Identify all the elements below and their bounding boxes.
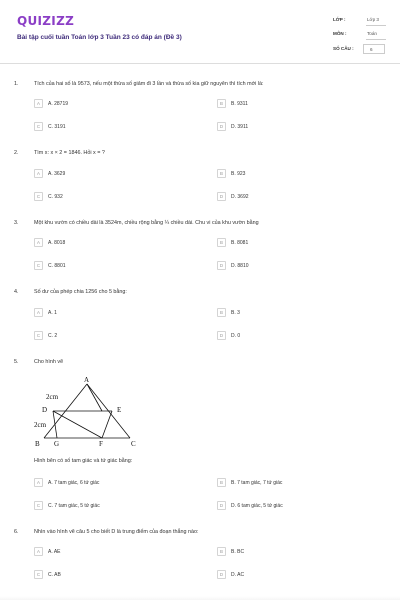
option-key: B: [217, 478, 226, 487]
option-text: A. 7 tam giác, 6 tứ giác: [48, 479, 100, 486]
option-key: C: [34, 331, 43, 340]
option-key: C: [34, 192, 43, 201]
option-d[interactable]: [217, 570, 367, 581]
question-text: Nhìn vào hình vẽ câu 5 cho biết D là trung điểm của đoạn thẳng nào:: [34, 529, 199, 535]
question-text: Tích của hai số là 9573, nếu một thừa số giảm đi 3 lần và thừa số kia giữ nguyên thì tích mới là:: [34, 81, 264, 87]
question-number: 1.: [14, 81, 19, 87]
triangle-figure: [32, 374, 142, 450]
option-key: C: [34, 501, 43, 510]
question-number: 5.: [14, 359, 19, 365]
option-text: B. 7 tam giác, 7 tứ giác: [231, 479, 283, 486]
option-text: A. 8018: [48, 239, 66, 246]
option-text: A. AE: [48, 548, 61, 555]
label-f: F: [99, 440, 103, 448]
header-divider: [0, 63, 400, 64]
label-b: B: [35, 440, 40, 448]
option-b[interactable]: [217, 238, 367, 249]
option-a[interactable]: [34, 169, 184, 180]
option-a[interactable]: [34, 99, 184, 110]
option-key: B: [217, 547, 226, 556]
option-text: D. 3911: [231, 123, 249, 130]
option-key: A: [34, 547, 43, 556]
option-key: D: [217, 192, 226, 201]
worksheet-header: [0, 0, 400, 62]
meta-class-value: Lớp 3: [367, 17, 379, 22]
label-g: G: [54, 440, 60, 448]
option-text: C. 2: [48, 332, 58, 339]
option-key: D: [217, 501, 226, 510]
option-text: C. AB: [48, 571, 61, 578]
meta-count-box: [363, 44, 385, 54]
option-key: B: [217, 99, 226, 108]
question-text: Số dư của phép chia 1256 cho 5 bằng:: [34, 289, 127, 295]
quizizz-logo: QUIZIZZ: [17, 14, 75, 28]
option-text: B. 923: [231, 170, 246, 177]
option-key: A: [34, 169, 43, 178]
option-b[interactable]: [217, 478, 367, 489]
option-text: D. 6 tam giác, 5 tứ giác: [231, 502, 283, 509]
option-b[interactable]: [217, 99, 367, 110]
option-c[interactable]: [34, 570, 184, 581]
question-number: 4.: [14, 289, 19, 295]
triangle-diagram: [32, 374, 142, 450]
option-key: D: [217, 261, 226, 270]
option-c[interactable]: [34, 122, 184, 133]
page-bottom-edge: [0, 596, 400, 600]
question-subtext: Hình bên có số tam giác và tứ giác bằng:: [34, 458, 133, 464]
option-text: C. 3191: [48, 123, 66, 130]
option-key: A: [34, 99, 43, 108]
option-text: B. 9311: [231, 100, 248, 107]
option-text: D. 8810: [231, 262, 249, 269]
option-d[interactable]: [217, 122, 367, 133]
meta-count-value: 6: [370, 47, 373, 52]
option-a[interactable]: [34, 478, 184, 489]
option-text: C. 932: [48, 193, 63, 200]
worksheet-title: Bài tập cuối tuần Toán lớp 3 Tuần 23 có đáp án (Đề 3): [17, 34, 182, 41]
option-a[interactable]: [34, 238, 184, 249]
option-key: C: [34, 570, 43, 579]
option-key: C: [34, 261, 43, 270]
option-text: B. BC: [231, 548, 245, 555]
question-number: 3.: [14, 220, 19, 226]
option-text: A. 1: [48, 309, 57, 316]
meta-class-label: LỚP :: [333, 17, 346, 22]
option-key: A: [34, 308, 43, 317]
option-text: C. 8801: [48, 262, 66, 269]
question-number: 6.: [14, 529, 19, 535]
option-key: A: [34, 478, 43, 487]
option-key: D: [217, 122, 226, 131]
option-c[interactable]: [34, 192, 184, 203]
option-d[interactable]: [217, 192, 367, 203]
label-a: A: [84, 376, 90, 384]
option-d[interactable]: [217, 501, 367, 512]
option-text: B. 8081: [231, 239, 249, 246]
option-b[interactable]: [217, 308, 367, 319]
label-c: C: [131, 440, 136, 448]
option-b[interactable]: [217, 547, 367, 558]
option-text: D. 3692: [231, 193, 249, 200]
option-text: D. 0: [231, 332, 241, 339]
option-a[interactable]: [34, 308, 184, 319]
label-d: D: [42, 406, 48, 414]
meta-divider: [366, 25, 386, 26]
option-key: D: [217, 331, 226, 340]
meta-divider: [366, 39, 386, 40]
option-d[interactable]: [217, 261, 367, 272]
option-text: B. 3: [231, 309, 240, 316]
meta-subject-label: MÔN :: [333, 31, 347, 36]
option-key: B: [217, 308, 226, 317]
option-d[interactable]: [217, 331, 367, 342]
option-text: C. 7 tam giác, 5 tứ giác: [48, 502, 100, 509]
option-b[interactable]: [217, 169, 367, 180]
meta-count-label: SỐ CÂU :: [333, 46, 354, 51]
option-a[interactable]: [34, 547, 184, 558]
meta-subject-value: Toán: [367, 31, 377, 36]
option-key: B: [217, 238, 226, 247]
option-c[interactable]: [34, 501, 184, 512]
label-e: E: [117, 406, 122, 414]
measure-db: 2cm: [34, 421, 47, 429]
question-text: Một khu vườn có chiều dài là 3524m, chiều rộng bằng ¼ chiều dài. Chu vi của khu vườn bằng: [34, 220, 259, 226]
option-text: A. 3629: [48, 170, 66, 177]
option-c[interactable]: [34, 261, 184, 272]
question-number: 2.: [14, 150, 19, 156]
option-key: D: [217, 570, 226, 579]
option-key: B: [217, 169, 226, 178]
option-c[interactable]: [34, 331, 184, 342]
option-key: C: [34, 122, 43, 131]
question-text: Tìm x: x × 2 = 1846. Hỏi x = ?: [34, 150, 105, 156]
option-text: D. AC: [231, 571, 245, 578]
option-key: A: [34, 238, 43, 247]
measure-ad: 2cm: [46, 393, 59, 401]
option-text: A. 28719: [48, 100, 69, 107]
question-text: Cho hình vẽ: [34, 359, 64, 365]
